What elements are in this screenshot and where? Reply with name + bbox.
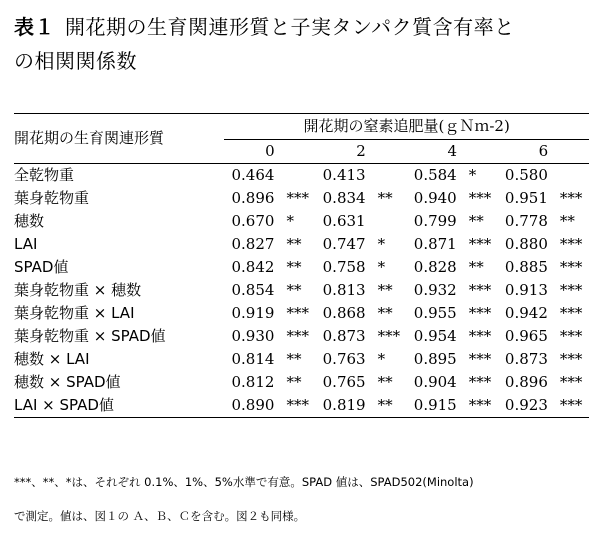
table-row: [14, 279, 589, 302]
row-label: 葉身乾物重 × LAI: [14, 304, 135, 322]
dose-header: 4: [447, 142, 457, 160]
significance-mark: **: [286, 373, 302, 391]
row-label: 葉身乾物重: [14, 189, 90, 207]
significance-mark: ***: [468, 304, 492, 322]
correlation-value: 0.885: [504, 258, 548, 276]
significance-mark: ***: [286, 304, 309, 322]
table-row: [14, 394, 589, 418]
significance-mark: **: [559, 212, 575, 230]
significance-mark: *: [377, 350, 386, 368]
correlation-value: 0.763: [322, 350, 366, 368]
significance-mark: **: [377, 373, 393, 391]
correlation-value: 0.890: [231, 396, 275, 414]
significance-mark: **: [286, 350, 302, 368]
row-label: 葉身乾物重 × 穂数: [14, 281, 142, 299]
correlation-value: 0.813: [322, 281, 366, 299]
significance-mark: ***: [559, 304, 583, 322]
correlation-value: 0.896: [231, 189, 275, 207]
table-row: [14, 187, 589, 210]
correlation-value: 0.923: [504, 396, 548, 414]
correlation-value: 0.932: [413, 281, 457, 299]
significance-mark: ***: [468, 396, 492, 414]
correlation-value: 0.854: [231, 281, 275, 299]
significance-mark: [376, 210, 407, 233]
significance-mark: ***: [468, 281, 492, 299]
correlation-value: 0.868: [322, 304, 366, 322]
correlation-value: 0.904: [413, 373, 457, 391]
correlation-value: 0.778: [504, 212, 548, 230]
significance-mark: **: [468, 212, 484, 230]
row-label: 穂数 × LAI: [14, 350, 90, 368]
correlation-value: 0.828: [413, 258, 457, 276]
correlation-value: 0.873: [322, 327, 366, 345]
correlation-value: 0.631: [322, 212, 366, 230]
significance-mark: ***: [468, 327, 492, 345]
correlation-value: 0.814: [231, 350, 275, 368]
significance-mark: *: [377, 258, 386, 276]
correlation-value: 0.812: [231, 373, 275, 391]
table-row: [14, 256, 589, 279]
significance-mark: **: [468, 258, 484, 276]
significance-mark: *: [468, 166, 477, 184]
correlation-value: 0.942: [504, 304, 548, 322]
table-title: [14, 10, 589, 78]
correlation-value: 0.930: [231, 327, 275, 345]
correlation-value: 0.799: [413, 212, 457, 230]
correlation-value: 0.896: [504, 373, 548, 391]
footnote-line-1: ***、**、*は、それぞれ 0.1%、1%、5%水準で有意。SPAD 値は、SPAD502(Minolta): [14, 475, 474, 489]
significance-mark: *: [286, 212, 294, 230]
significance-mark: [376, 164, 407, 188]
significance-mark: **: [286, 235, 302, 253]
correlation-value: 0.670: [231, 212, 275, 230]
correlation-value: 0.873: [504, 350, 548, 368]
title-text-1: 開花期の生育関連形質と子実タンパク質含有率と: [65, 15, 515, 39]
table-row: [14, 371, 589, 394]
correlation-value: 0.880: [504, 235, 548, 253]
correlation-value: 0.747: [322, 235, 366, 253]
correlation-value: 0.758: [322, 258, 366, 276]
correlation-value: 0.940: [413, 189, 457, 207]
group-header-unit: (ｇＮｍ-2): [438, 117, 510, 135]
table-row: [14, 210, 589, 233]
significance-mark: ***: [559, 281, 583, 299]
correlation-table: [14, 113, 589, 418]
correlation-value: 0.951: [504, 189, 548, 207]
significance-mark: ***: [559, 350, 583, 368]
header-row: [14, 114, 589, 140]
correlation-value: 0.915: [413, 396, 457, 414]
title-line-2: の相関関係数: [14, 49, 137, 73]
significance-mark: *: [377, 235, 386, 253]
footnote-line-2: で測定。値は、図１の Ａ、Ｂ、Ｃを含む。図２も同様。: [14, 509, 306, 523]
dose-header: 6: [538, 142, 549, 160]
significance-mark: **: [286, 281, 302, 299]
row-label: 葉身乾物重 × SPAD値: [14, 327, 166, 345]
significance-mark: **: [377, 189, 393, 207]
significance-mark: ***: [468, 189, 492, 207]
correlation-value: 0.580: [504, 166, 548, 184]
correlation-value: 0.955: [413, 304, 457, 322]
significance-mark: **: [377, 281, 393, 299]
correlation-value: 0.842: [231, 258, 275, 276]
correlation-value: 0.834: [322, 189, 366, 207]
correlation-value: 0.919: [231, 304, 275, 322]
significance-mark: ***: [286, 396, 309, 414]
table-body: [14, 164, 589, 418]
significance-mark: ***: [559, 327, 583, 345]
correlation-value: 0.871: [413, 235, 457, 253]
significance-mark: **: [377, 304, 393, 322]
significance-mark: ***: [286, 189, 309, 207]
significance-mark: ***: [286, 327, 309, 345]
significance-mark: **: [377, 396, 393, 414]
dose-header: 2: [356, 142, 366, 160]
correlation-value: 0.954: [413, 327, 457, 345]
significance-mark: ***: [559, 373, 583, 391]
significance-mark: ***: [559, 235, 583, 253]
significance-mark: [284, 164, 315, 188]
row-label: 穂数 × SPAD値: [14, 373, 121, 391]
table-row: [14, 164, 589, 188]
group-header-text: 開花期の窒素追肥量: [303, 117, 439, 135]
row-label: LAI × SPAD値: [14, 396, 114, 414]
correlation-value: 0.965: [504, 327, 548, 345]
table-row: [14, 233, 589, 256]
significance-mark: ***: [468, 350, 492, 368]
significance-mark: ***: [559, 258, 583, 276]
significance-mark: ***: [468, 373, 492, 391]
row-header: 開花期の生育関連形質: [14, 129, 165, 147]
significance-mark: ***: [559, 396, 583, 414]
dose-header: 0: [265, 142, 275, 160]
correlation-value: 0.584: [413, 166, 457, 184]
title-line-1: [14, 10, 589, 44]
row-label: 穂数: [14, 212, 45, 230]
significance-mark: [558, 164, 589, 188]
significance-mark: ***: [468, 235, 492, 253]
table-row: [14, 325, 589, 348]
correlation-value: 0.895: [413, 350, 457, 368]
table-number: 表１: [14, 15, 55, 39]
row-label: LAI: [14, 235, 38, 253]
correlation-value: 0.464: [231, 166, 275, 184]
correlation-value: 0.765: [322, 373, 366, 391]
correlation-value: 0.819: [322, 396, 366, 414]
significance-mark: ***: [377, 327, 401, 345]
correlation-value: 0.827: [231, 235, 275, 253]
row-label: 全乾物重: [14, 166, 75, 184]
table-row: [14, 348, 589, 371]
significance-mark: **: [286, 258, 302, 276]
row-label: SPAD値: [14, 258, 69, 276]
correlation-value: 0.913: [504, 281, 548, 299]
table-row: [14, 302, 589, 325]
significance-mark: ***: [559, 189, 583, 207]
correlation-value: 0.413: [322, 166, 366, 184]
group-header: [224, 114, 589, 140]
